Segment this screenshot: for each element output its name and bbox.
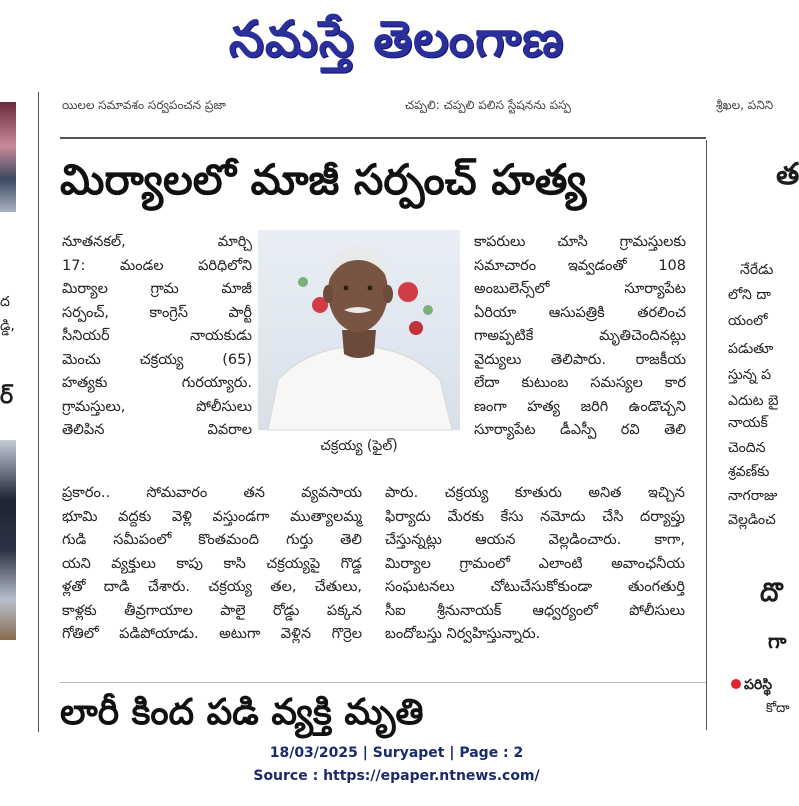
article-left-column: [62, 231, 252, 443]
right-edge-headline-fragment: త: [776, 157, 799, 192]
photo-caption: చక్రయ్య (ఫైల్): [320, 438, 398, 454]
right-column-rule: [706, 140, 707, 730]
left-edge-text-1: ద: [0, 294, 10, 310]
right-edge-line: నాయక్: [728, 415, 768, 431]
left-column-rule: [38, 92, 39, 732]
right-edge-line: యంలో: [728, 313, 768, 329]
right-edge-line: ఎదుట బై: [728, 393, 779, 409]
body-line: సూర్యాపేట డీఎస్పీ రవి తెలి: [474, 422, 686, 438]
body-line: సర్పంచ్, కాంగ్రెస్ పార్టీ: [62, 304, 252, 321]
right-edge-line: లోని దా: [728, 287, 771, 303]
right-edge-line: పడుతూ: [728, 341, 774, 357]
body-line: గోతిలో పడిపోయాడు. అటుగా వెళ్లిన గొర్రెల: [62, 626, 362, 642]
right-edge-bullet-text: పరిస్థి: [744, 677, 773, 693]
body-line: 17: మండల పరిధిలోని: [62, 257, 252, 274]
body-line: సీఐ శ్రీనునాయక్ ఆధ్వర్యంలో పోలీసులు: [385, 602, 685, 619]
left-edge-text-2: డ్డి,: [0, 318, 15, 334]
left-edge-photo-top: [0, 102, 16, 212]
article-lower-right-column: [385, 482, 685, 647]
body-line: గుడి సమీపంలో కొంతమంది గుర్తు తెలి: [62, 532, 362, 548]
footer-source-line: Source : https://epaper.ntnews.com/: [253, 768, 540, 784]
right-edge-bullet-sub: కోదా: [766, 701, 790, 716]
newspaper-masthead: నమస్తే తెలంగాణ: [228, 10, 565, 68]
headline-top-rule: [60, 137, 706, 139]
body-line: చేస్తున్నట్లు ఆయన వెల్లడించారు. కాగా,: [385, 532, 685, 548]
body-line: హత్యకు గురయ్యారు.: [62, 375, 252, 391]
top-strip-right: శ్రీఖల, పనిని: [716, 98, 774, 112]
body-line: నూతనకల్, మార్చి: [62, 234, 252, 250]
body-line: మెంచు చక్రయ్య (65): [62, 351, 252, 368]
body-line: ఫిర్యాదు మేరకు కేసు నమోదు చేసి దర్యాప్తు: [385, 508, 685, 525]
top-strip-middle: చప్పలి: చప్పలి పలిస స్టేషనను పస్ప: [405, 98, 571, 112]
footer-date-line: 18/03/2025 | Suryapet | Page : 2: [269, 745, 524, 761]
body-line: కాపరులు చూసి గ్రామస్తులకు: [474, 234, 686, 250]
article-headline: మిర్యాలలో మాజీ సర్పంచ్ హత్య: [60, 155, 587, 204]
second-headline: లారీ కింద పడి వ్యక్తి మృతి: [60, 692, 424, 733]
right-edge-line: నాగరాజు: [728, 488, 778, 504]
body-line: ళ్లతో దాడి చేశారు. చక్రయ్య తల, చేతులు,: [62, 579, 362, 595]
body-line: గ్రామస్తులు, పోలీసులు: [62, 398, 252, 415]
left-edge-photo-bottom: [0, 440, 16, 640]
body-line: సంఘటనలు చోటుచేసుకోకుండా తుంగతుర్తి: [385, 579, 685, 595]
article-lower-left-column: [62, 482, 362, 647]
article-right-column: [474, 231, 686, 443]
body-line: గాఅప్పటికే మృతిచెందినట్లు: [474, 328, 686, 344]
body-line: తెలిపిన వివరాల: [62, 422, 252, 438]
body-line: ఏరియా ఆసుపత్రికి తరలించ: [474, 304, 686, 321]
bullet-icon: [731, 679, 741, 689]
right-edge-line: నేరేడు: [740, 262, 774, 278]
right-edge-line: స్తున్న ప: [728, 367, 772, 383]
right-edge-subhead-1: దొ: [760, 578, 783, 608]
body-line: పారు. చక్రయ్య కూతురు అనిత ఇచ్చిన: [385, 485, 685, 501]
body-line: వైద్యులు తెలిపారు. రాజకీయ: [474, 351, 686, 368]
body-line: బందోబస్తు నిర్వహిస్తున్నారు.: [385, 626, 541, 642]
body-line: సమాచారం ఇవ్వడంతో 108: [474, 257, 686, 274]
body-line: ణంగా హత్య జరిగి ఉండొచ్చని: [474, 398, 686, 415]
body-line: యని వ్యక్తులు కాపు కాసి చక్రయ్యపై గొడ్డ: [62, 555, 362, 572]
body-line: అంబులెన్స్‌లో సూర్యాపేట: [474, 281, 686, 297]
body-line: సీనియర్ నాయకుడు: [62, 328, 252, 344]
body-line: కాళ్లకు తీవ్రగాయాల పాలై రోడ్డు పక్కన: [62, 602, 362, 619]
right-edge-line: చెందిన: [728, 440, 766, 456]
right-edge-line: శ్రవణ్‌కు: [728, 464, 770, 480]
body-line: మిర్యాల గ్రామంలో ఎలాంటి అవాంఛనీయ: [385, 555, 685, 572]
body-line: లేదా కుటుంబ సమస్యల కార: [474, 375, 686, 391]
body-line: మిర్యాల గ్రామ మాజీ: [62, 281, 252, 297]
article-photo: [258, 230, 460, 430]
second-headline-rule: [60, 682, 706, 683]
body-line: భూమి వద్దకు వెళ్లి వస్తుండగా ముత్యాలమ్మ: [62, 508, 362, 525]
body-line: ప్రకారం.. సోమవారం తన వ్యవసాయ: [62, 485, 362, 501]
portrait-illustration: [258, 230, 460, 430]
top-strip-left: యిలల సమావశం సర్వపంచన ప్రజా: [62, 98, 226, 112]
left-edge-heading: ర్: [0, 384, 14, 409]
right-edge-line: వెల్లడించ: [728, 512, 776, 528]
right-edge-subhead-2: గా: [768, 629, 787, 653]
